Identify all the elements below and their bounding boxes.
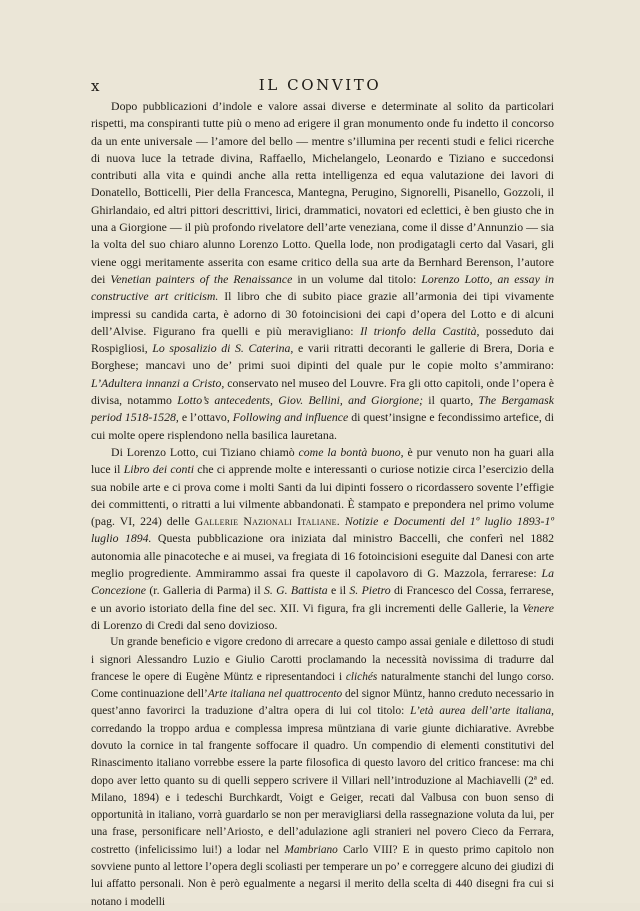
italic-title: Lotto’s antecedents, Giov. Bellini, and Giorgione; bbox=[177, 393, 424, 408]
text-run: Carlo VIII? E in questo primo capitolo non sovviene punto al lettore l’opera degli scoliasti per temperare un po’ e correggere alcuno dei giudizi di lui affatto personali. Non è però egualmente a negarsi il merito della scelta di 440 disegni fra cui si notano i modelli bbox=[91, 843, 554, 908]
text-run: e l’ottavo, bbox=[178, 410, 233, 425]
paragraph-libro-dei-conti bbox=[91, 444, 554, 634]
italic-title: La Concezione bbox=[91, 566, 554, 598]
text-run: e il bbox=[327, 583, 350, 598]
italic-title: S. G. Battista bbox=[263, 583, 328, 598]
body-text bbox=[91, 98, 554, 911]
italic-title: Venetian painters of the Renaissance bbox=[110, 271, 293, 286]
text-run: Di Lorenzo Lotto, cui Tiziano chiamò bbox=[111, 444, 299, 459]
text-run: corredando la troppo ardua e complessa impresa müntziana di varie giunte dichiarative. Avrebbe dovuto la cornice in tal frangente soffocare il quadro. Un compendio di elementi constitutivi del Rinascimento italiano vorrebbe essere la parte filosofica di questo lavoro del critico francese: ma chi dopo aver letto quanto su di quelli seppero scrivere il Villari nell’introduzione al Machiavelli (2ª ed. Milano, 1894) e i tedeschi Burchkardt, Voigt e Geiger, recati dal Valbusa con buon senso di opportunità in italiano, vorrà guardarlo se non per meravigliarsi della rassegnazione voluta da lui, per una frase, personificare nell’Ariosto, e dell’adulazione agli stranieri nel povero Cieco da Ferrara, costretto (infelicissimo lui!) a lodar nel bbox=[91, 722, 554, 856]
text-run: Un grande beneficio e vigore credono di arrecare a questo campo assai geniale e dilettoso di studi i signori Alessandro Luzio e Giulio Carotti proclamando la necessità novissima di tradurre dal francese le opere di Eugène Müntz e ripresentandoci i bbox=[91, 636, 554, 683]
text-run: posseduto dai Rospigliosi, bbox=[91, 323, 554, 356]
small-caps-title: Gallerie Nazionali Italiane. bbox=[194, 514, 340, 529]
italic-title: Libro dei conti bbox=[123, 462, 195, 477]
italic-title: Notizie e Documenti del 1º luglio 1893-1º luglio 1894. bbox=[91, 514, 554, 546]
italic-title: S. Pietro bbox=[349, 583, 391, 598]
italic-title: L’età aurea dell’arte italiana, bbox=[410, 705, 554, 718]
text-run: Questa pubblicazione ora iniziata dal ministro Baccelli, che conferì nel 1882 autonomia alle pinacoteche e ai musei, va fregiata di 16 fotoincisioni eseguite dal Danesi con arte meglio progrediente. Ammirammo assai fra queste il capolavoro di G. Mazzola, ferrarese: bbox=[91, 531, 554, 581]
text-run: è pur venuto non ha guari alla luce il bbox=[91, 444, 555, 477]
italic-title: come la bontà buono, bbox=[298, 444, 404, 459]
paragraph-muntz-translation bbox=[91, 634, 554, 911]
italic-title: clichés bbox=[345, 670, 378, 683]
text-run: che ci apprende molte e interessanti o curiose notizie circa l’esercizio della sua nobile arte e ci prova come i molti Santi da lui dipinti fossero o ricordassero sovente l’effigie dei committenti, o ritratti a lui vilmente abbandonati. È stampato e prepondera nel primo volume (pag. VI, 224) delle bbox=[91, 462, 554, 529]
italic-title: The Bergamask period 1518-1528, bbox=[91, 393, 554, 425]
text-run: il quarto, bbox=[423, 393, 479, 408]
text-run: conservato nel museo del Louvre. Fra gli otto capitoli, onde l’opera è divisa, notammo bbox=[91, 375, 554, 408]
text-run: (r. Galleria di Parma) il bbox=[146, 583, 264, 598]
italic-title: Mambriano bbox=[284, 843, 338, 856]
italic-title: Following and influence bbox=[232, 410, 349, 425]
italic-title: Venere bbox=[522, 600, 554, 615]
text-run: naturalmente stanchi del lungo corso. Come continuazione dell’ bbox=[91, 670, 554, 701]
running-title: IL CONVITO bbox=[258, 76, 382, 94]
text-run: di Lorenzo di Credi dal seno dovizioso. bbox=[91, 617, 278, 632]
text-run: di Francesco del Cossa, ferrarese, e un avorio istoriato della fine del sec. XII. Vi figura, fra gli incrementi delle Gallerie, la bbox=[91, 583, 555, 615]
text-run: del signor Müntz, hanno creduto necessario in quest’anno favorirci la traduzione d’altra opera di lui col titolo: bbox=[91, 688, 555, 718]
text-run: Il libro che di subito piace grazie all’armonia dei tipi vivamente impressi su candida carta, è adorno di 30 fotoincisioni dei capi d’opera del Lotto e di alcuni dell’Alvise. Figurano fra quelli e più meravigliano: bbox=[91, 289, 554, 338]
italic-title: L’Adultera innanzi a Cristo, bbox=[91, 375, 225, 390]
italic-title: Arte italiana nel quattrocento bbox=[207, 688, 343, 701]
text-run: Dopo pubblicazioni d’indole e valore assai diverse e determinate al solito da particolari rispetti, ma conspiranti tutte più o meno ad erigere il gran monumento onde fu indetto il concorso da un ente universale — l’amore del bello — mentre s’illumina per recenti studi e felici ricerche di nuova luce la tetrade divina, Raffaello, Michelangelo, Leonardo e Tiziano e succedonsi contributi alla vita e quindi anche alla retta intelligenza ed equa valutazione dei lavori di Donatello, Botticelli, Pier della Francesca, Mantegna, Perugino, Signorelli, Pisanello, Gozzoli, il Ghirlandaio, ed altri pittori descrittivi, lirici, drammatici, novatori ed eclettici, è ben giusto che in una a Giorgione — il più profondo rivelatore dell’arte veneziana, come il disse d’Annunzio — sia la volta del suo chiaro alunno Lorenzo Lotto. Quella lode, non prodigatagli certo dal Vasari, gli viene oggi meritamente asserita con esame critico della sua arte da Bernhard Berenson, l’autore dei bbox=[91, 99, 554, 286]
text-run: e varii ritratti decoranti le gallerie di Brera, Doria e Borghese; mancavi uno de’ primi suoi dipinti del quale pur le copie molto s’ammirano: bbox=[91, 341, 555, 373]
italic-title: Il trionfo della Castità, bbox=[360, 323, 480, 338]
italic-title: Lo sposalizio di S. Caterina, bbox=[152, 341, 294, 356]
text-run: di quest’insigne e fecondissimo artefice, di cui molte opere risplendono nella basilica lauretana. bbox=[91, 410, 554, 442]
text-run: in un volume dal titolo: bbox=[292, 271, 422, 286]
paragraph-lotto-berenson bbox=[91, 98, 554, 444]
italic-title: Lorenzo Lotto, an essay in constructive art criticism. bbox=[91, 271, 554, 304]
page-number: x bbox=[91, 77, 101, 95]
